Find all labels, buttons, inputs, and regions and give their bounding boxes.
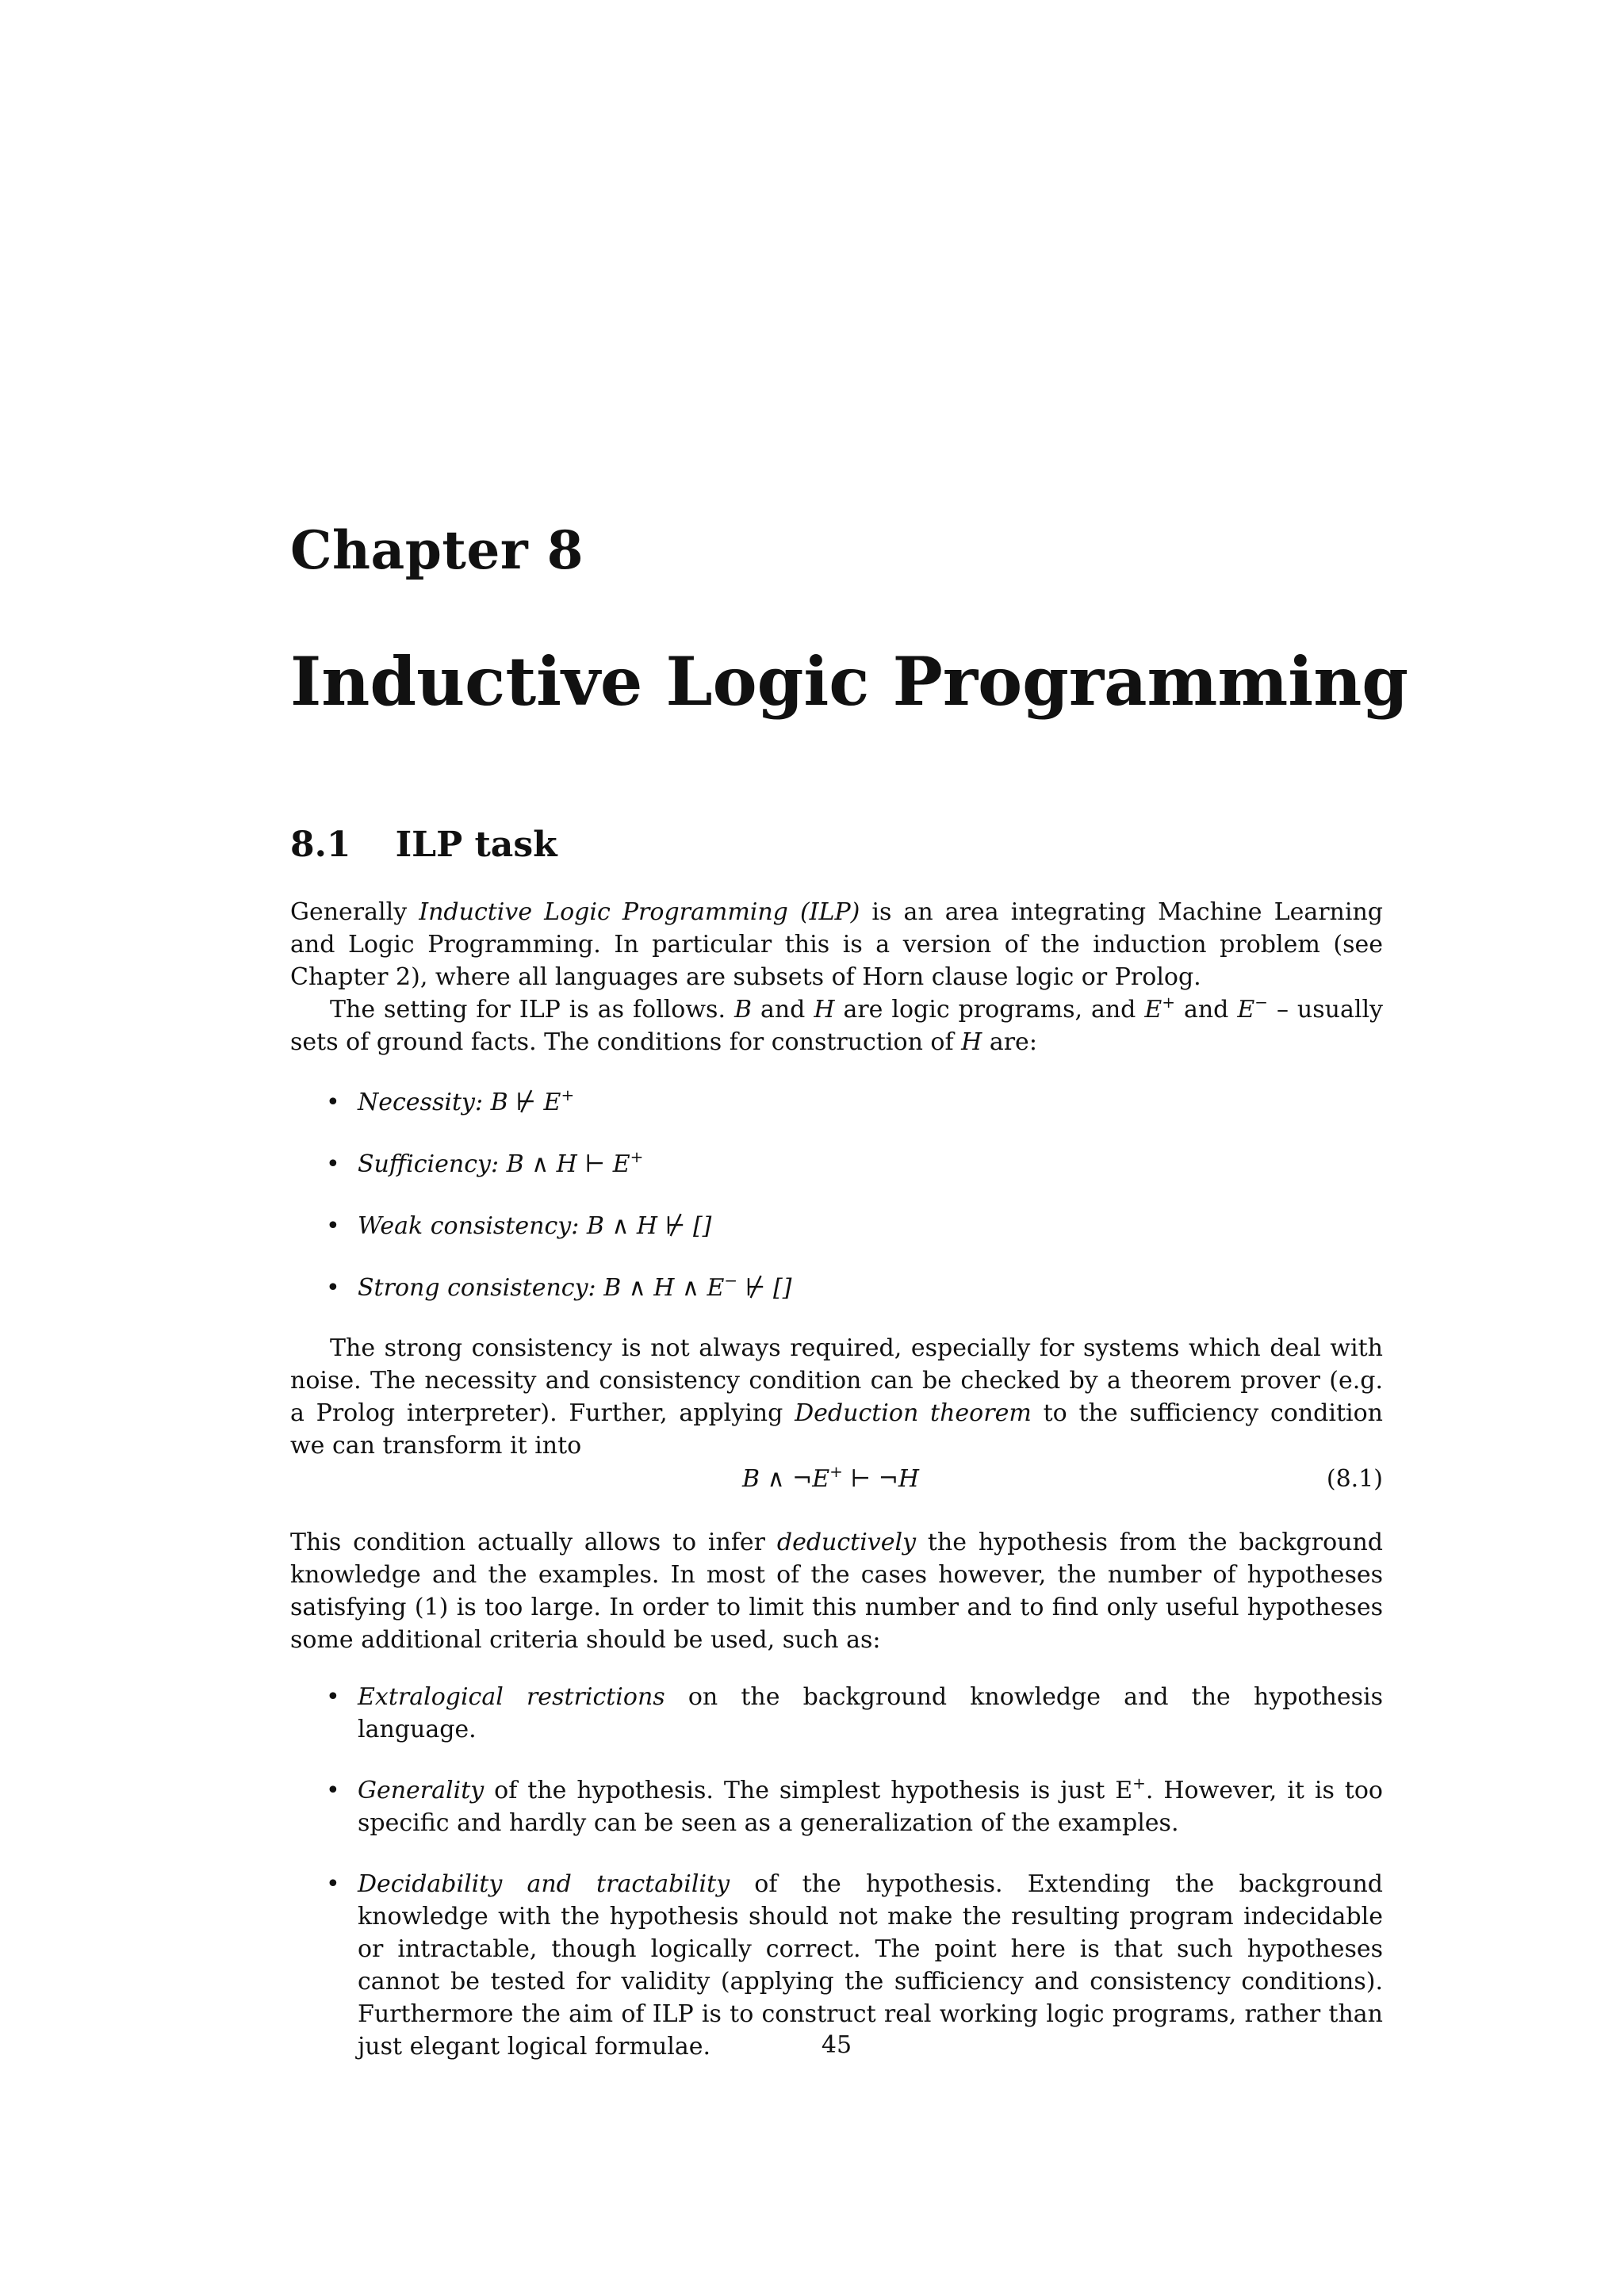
math-var: E — [1237, 996, 1255, 1024]
equation-lhs: B ∧ ¬E — [742, 1465, 830, 1493]
condition-label: Sufficiency: — [358, 1150, 500, 1178]
bullet-icon: • — [326, 1212, 340, 1240]
condition-label: Weak consistency: — [358, 1212, 580, 1240]
condition-formula-tail: ⊬ [] — [737, 1274, 792, 1302]
list-item — [290, 1086, 1383, 1119]
paragraph-criteria-intro — [290, 1526, 1383, 1656]
document-page — [290, 0, 1408, 2296]
text-run: the hypothesis from the background knowledge and the examples. In most of the cases however, the number of hypotheses satisfying (1) is too large. In order to limit this number and to find only useful hypotheses some additional criteria should be used, such as: — [290, 1529, 1383, 1654]
math-sup: + — [829, 1462, 843, 1481]
bullet-icon: • — [326, 1089, 340, 1116]
list-item — [290, 1148, 1383, 1181]
text-run: to the sufficiency condition we can transform it into — [290, 1399, 1384, 1460]
math-sup: + — [630, 1147, 644, 1166]
math-sup: + — [1132, 1774, 1146, 1793]
criterion-text: on the background knowledge and the hypothesis language. — [358, 1683, 1383, 1743]
condition-formula: B ∧ H ∧ E — [603, 1274, 725, 1302]
chapter-title: Inductive Logic Programming — [290, 642, 1408, 721]
conditions-list — [290, 1086, 1383, 1334]
term-ilp: Inductive Logic Programming (ILP) — [419, 898, 860, 926]
bullet-icon: • — [326, 1870, 340, 1898]
condition-formula: B ∧ H ⊢ E — [506, 1150, 630, 1178]
criterion-text: of the hypothesis. The simplest hypothesis is just E — [484, 1777, 1133, 1804]
equation-formula — [742, 1463, 919, 1495]
condition-formula: B ∧ H ⊬ [] — [586, 1212, 712, 1240]
equation-number: (8.1) — [1326, 1465, 1383, 1493]
math-var: H — [814, 996, 835, 1024]
chapter-label: Chapter 8 — [290, 519, 584, 581]
text-run: – usually sets of ground facts. The conditions for construction of — [290, 996, 1383, 1056]
math-sup: + — [561, 1085, 575, 1104]
bullet-icon: • — [326, 1683, 340, 1711]
paragraph-intro — [290, 896, 1383, 993]
text-run: and — [1175, 996, 1238, 1024]
criterion-term: Decidability and tractability — [358, 1870, 730, 1898]
text-run: Generally — [290, 898, 419, 926]
bullet-icon: • — [326, 1274, 340, 1302]
text-run: are: — [982, 1028, 1037, 1056]
bullet-icon: • — [326, 1150, 340, 1178]
criterion-text: of the hypothesis. Extending the background knowledge with the hypothesis should not make the resulting program indecidable or intractable, though logically correct. The point here is that such hypotheses cannot be tested for validity (applying the sufficiency and consistency conditions). Furthermore the aim of ILP is to construct real working logic programs, rather than just elegant logical formulae. — [358, 1870, 1384, 2061]
paragraph-consistency — [290, 1332, 1383, 1462]
term-deduction-theorem: Deduction theorem — [795, 1399, 1032, 1427]
math-var: E — [1144, 996, 1162, 1024]
math-sup: − — [1254, 993, 1269, 1012]
bullet-icon: • — [326, 1777, 340, 1804]
list-item — [290, 1681, 1383, 1746]
condition-formula: B ⊬ E — [490, 1089, 561, 1116]
equation-8-1 — [290, 1463, 1383, 1495]
math-var: H — [961, 1028, 982, 1056]
condition-label: Strong consistency: — [358, 1274, 596, 1302]
page-number: 45 — [821, 2031, 852, 2059]
math-sup: + — [1162, 993, 1176, 1012]
list-item — [290, 1774, 1383, 1839]
term-deductively: deductively — [776, 1529, 917, 1556]
equation-rhs: ⊢ ¬H — [842, 1465, 920, 1493]
criterion-text: . However, it is too specific and hardly can be seen as a generalization of the examples. — [358, 1777, 1383, 1837]
text-run: is an area integrating Machine Learning and Logic Programming. In particular this is a version of the induction problem (see Chapter 2), where all languages are subsets of Horn clause logic or Prolog. — [290, 898, 1383, 991]
section-heading — [290, 825, 557, 865]
criterion-term: Extralogical restrictions — [358, 1683, 665, 1711]
section-number: 8.1 — [290, 825, 351, 865]
text-run: The strong consistency is not always required, especially for systems which deal with noise. The necessity and consistency condition can be checked by a theorem prover (e.g. a Prolog interpreter). Further, applying — [290, 1334, 1383, 1427]
paragraph-setting — [290, 993, 1383, 1058]
list-item — [290, 1272, 1383, 1304]
criteria-list — [290, 1681, 1383, 2091]
text-run: This condition actually allows to infer — [290, 1529, 777, 1556]
math-var: B — [733, 996, 752, 1024]
section-title: ILP task — [395, 825, 557, 865]
text-run: The setting for ILP is as follows. — [330, 996, 734, 1024]
criterion-term: Generality — [358, 1777, 485, 1804]
condition-label: Necessity: — [358, 1089, 484, 1116]
text-run: and — [751, 996, 814, 1024]
list-item — [290, 1210, 1383, 1242]
text-run: are logic programs, and — [834, 996, 1145, 1024]
math-sup: − — [724, 1271, 738, 1290]
